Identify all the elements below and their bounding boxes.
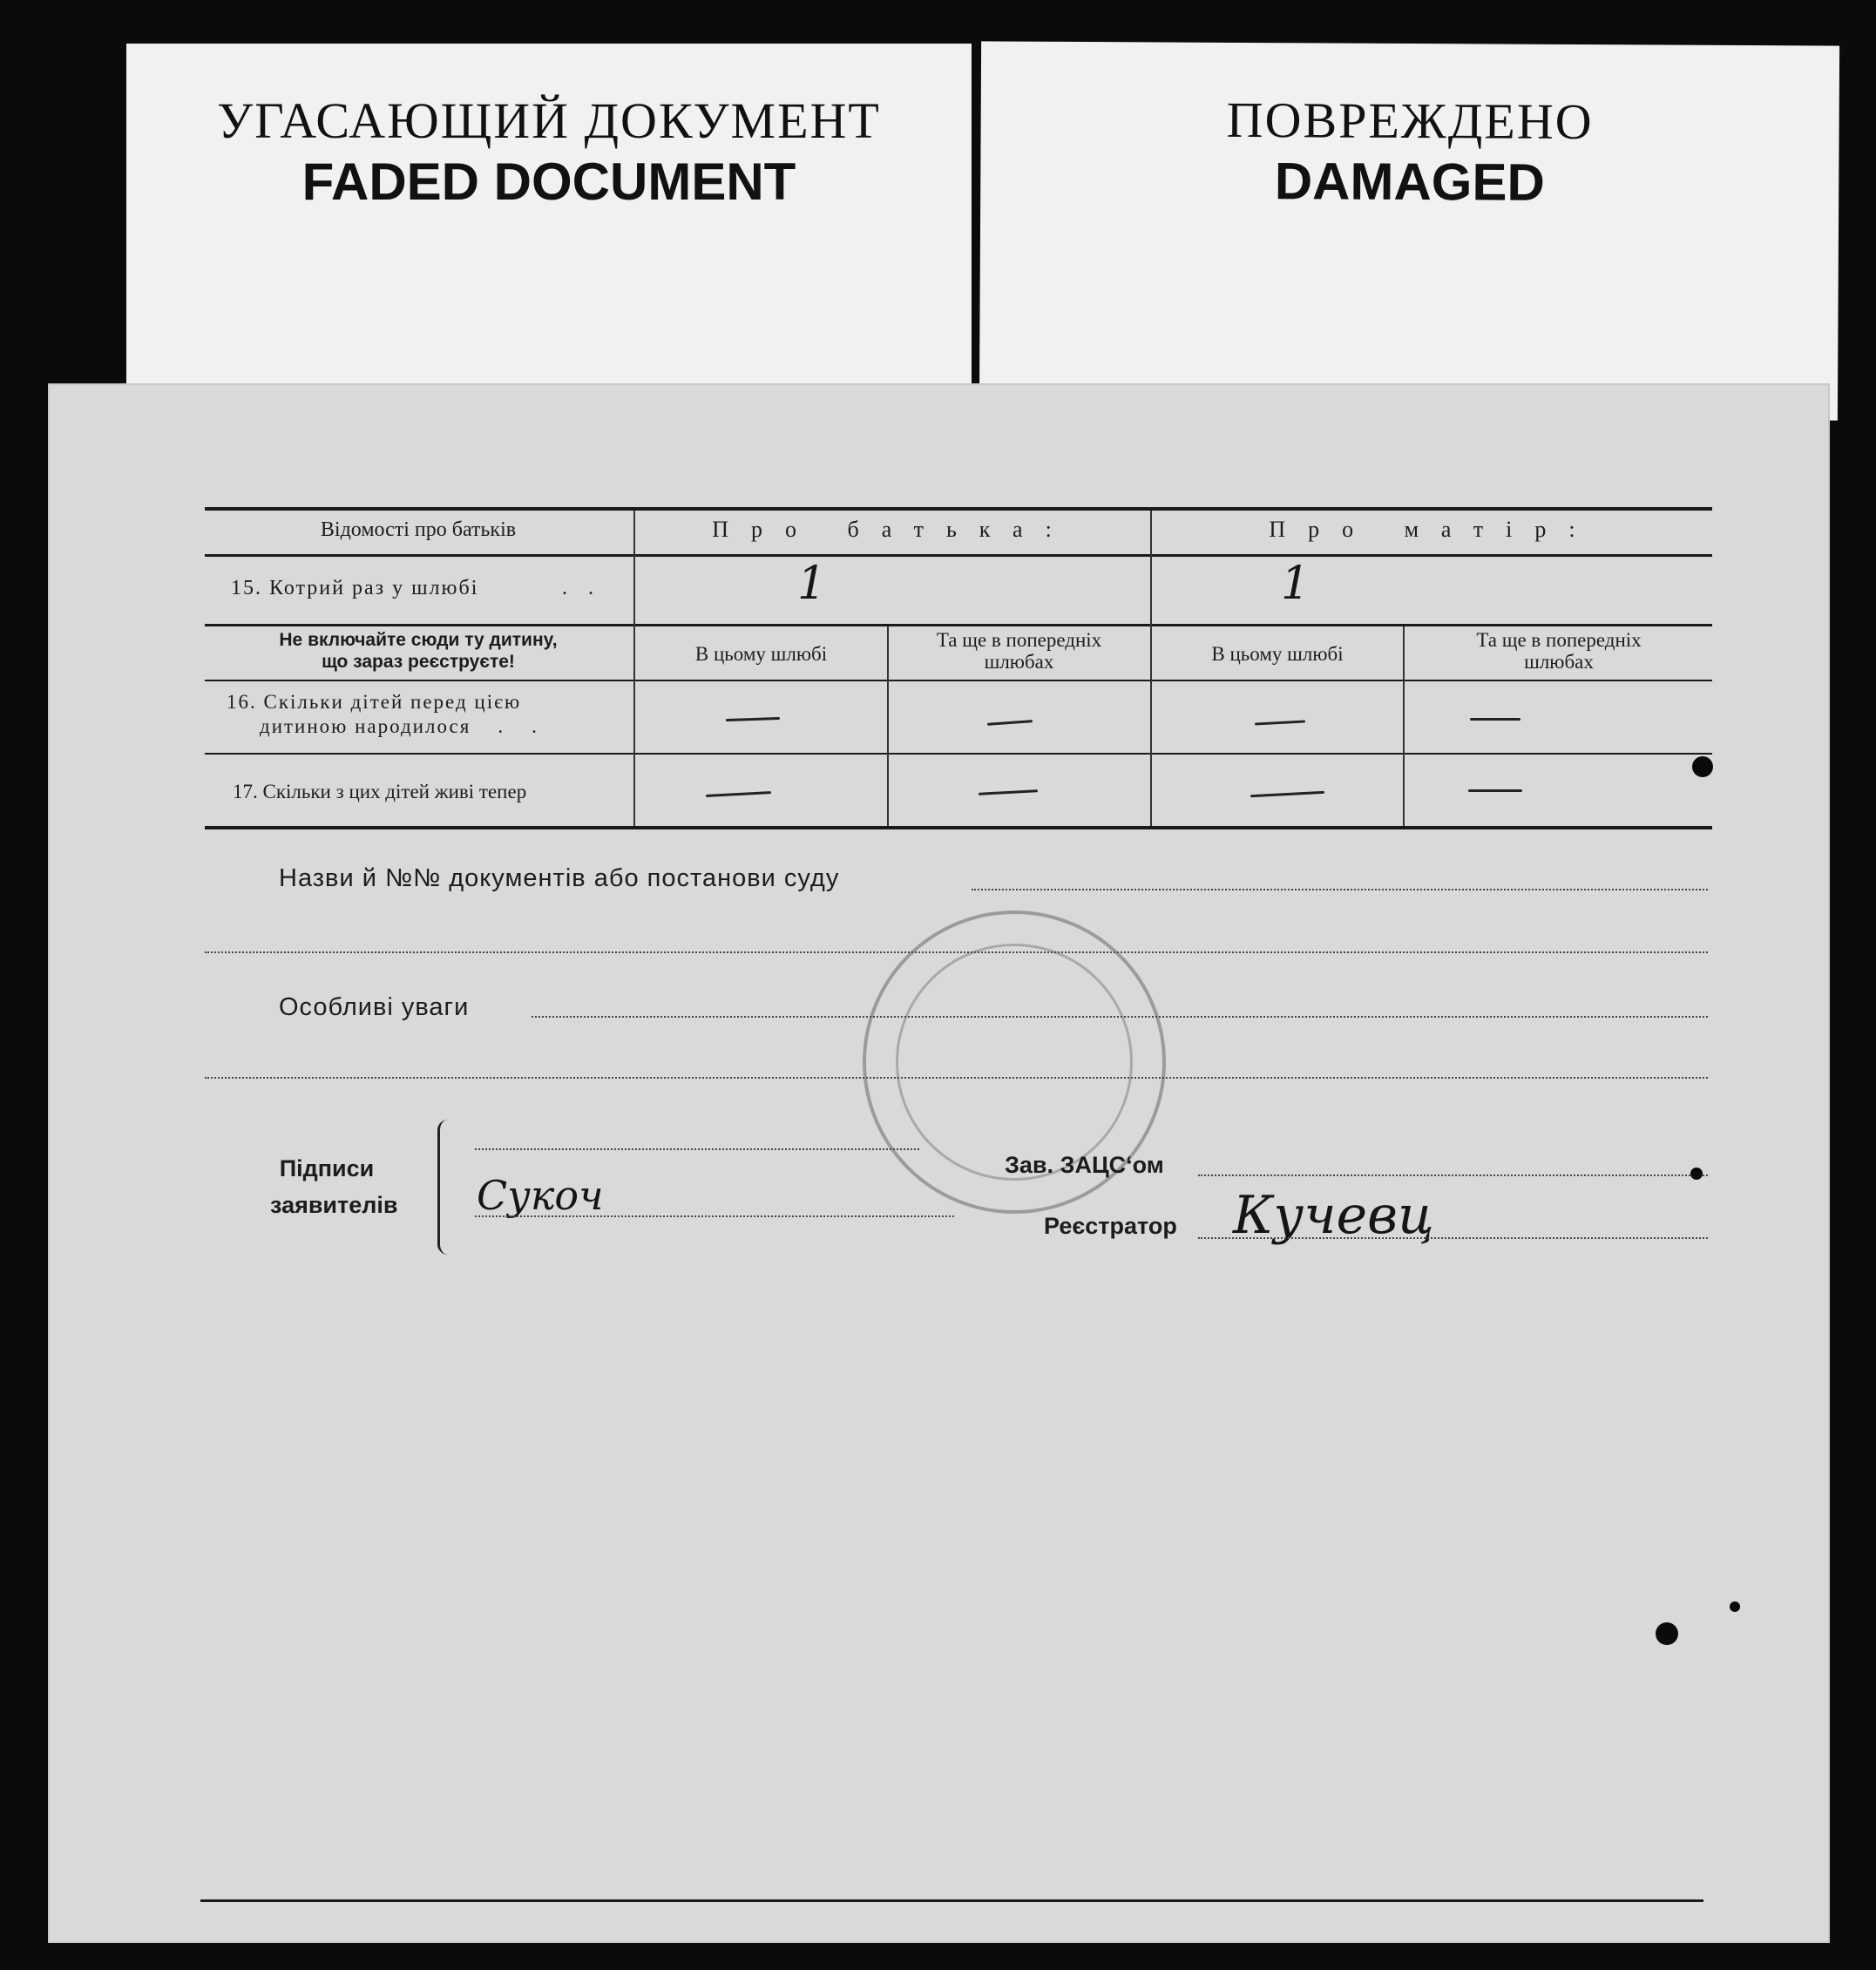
row15-label-dots: . .: [562, 577, 593, 599]
table-col-divider-2: [887, 626, 889, 826]
sheet-bottom-rule: [200, 1899, 1703, 1902]
row16-mother-this-dash: [1255, 720, 1305, 725]
head-zags-label: Зав. ЗАЦС‘ом: [1005, 1152, 1164, 1178]
row16-mother-prev-dash: [1470, 718, 1520, 721]
punch-hole: [1656, 1622, 1678, 1645]
subheader-father-previous-line-1: Та ще в попередніх: [936, 629, 1102, 651]
row16-label-line-2: дитиною народилося . .: [260, 715, 538, 737]
registrar-line: [1198, 1237, 1708, 1239]
row15-father-value: 1: [797, 558, 827, 610]
header-mother: Про матір:: [1269, 517, 1598, 542]
applicant-signature-line-1: [475, 1148, 919, 1150]
table-header-rule: [205, 554, 1712, 557]
damaged-document-card: [979, 41, 1839, 420]
table-col-divider-3: [1150, 511, 1152, 826]
subheader-father-previous-line-2: шлюбах: [984, 651, 1054, 673]
damaged-label-ru: ПОВРЕЖДЕНО: [1226, 91, 1594, 151]
row15-mother-value: 1: [1281, 558, 1310, 610]
documents-label: Назви й №№ документів або постанови суду: [279, 864, 840, 892]
signatures-label-line-2: заявителів: [270, 1192, 398, 1218]
table-row15-rule: [205, 624, 1712, 626]
row17-father-this-dash: [706, 791, 771, 797]
subheader-mother-previous-line-1: Та ще в попередніх: [1476, 629, 1642, 651]
subheader-father-previous: [891, 629, 1148, 673]
note-exclude-child: [205, 629, 632, 673]
signatures-brace: [437, 1120, 457, 1255]
damaged-label-en: DAMAGED: [1274, 152, 1545, 212]
note-line-2: що зараз реєструєте!: [322, 652, 515, 672]
faded-document-card: [126, 44, 972, 410]
table-col-divider-4: [1403, 626, 1405, 826]
row16-father-prev-dash: [987, 720, 1033, 726]
registrar-signature: Кучевц: [1233, 1185, 1434, 1246]
row17-father-prev-dash: [979, 789, 1038, 795]
subheader-mother-previous: [1406, 629, 1711, 673]
faded-label-en: FADED DOCUMENT: [301, 152, 796, 211]
row16-label: [227, 690, 538, 739]
table-subheader-rule: [205, 680, 1712, 681]
signatures-label-line-1: Підписи: [279, 1155, 375, 1181]
subheader-mother-previous-line-2: шлюбах: [1524, 651, 1594, 673]
faded-label-ru: УГАСАЮЩИЙ ДОКУМЕНТ: [217, 92, 881, 149]
row17-label: 17. Скільки з цих дітей живі тепер: [233, 781, 527, 802]
form-sheet: [48, 383, 1830, 1943]
table-col-divider-1: [633, 511, 635, 826]
registrar-label: Реєстратор: [1044, 1213, 1177, 1239]
row15-label: 15. Котрий раз у шлюбі: [231, 577, 479, 599]
head-zags-line: [1198, 1175, 1708, 1176]
table-row16-rule: [205, 753, 1712, 755]
applicant-signature-line-2: [475, 1215, 954, 1217]
subheader-father-this-marriage: В цьому шлюбі: [694, 643, 828, 665]
subheader-mother-this-marriage: В цьому шлюбі: [1211, 643, 1344, 665]
signatures-label: [270, 1150, 398, 1223]
punch-hole: [1692, 756, 1713, 777]
documents-line-1: [972, 889, 1708, 890]
header-parents-info: Відомості про батьків: [320, 518, 517, 541]
row16-father-this-dash: [726, 717, 780, 721]
row16-label-line-1: 16. Скільки дітей перед цією: [227, 691, 522, 713]
punch-hole: [1690, 1168, 1703, 1180]
row17-mother-prev-dash: [1468, 789, 1522, 792]
note-line-1: Не включайте сюди ту дитину,: [279, 630, 558, 650]
header-father: Про батька:: [712, 517, 1074, 542]
remarks-label: Особливі уваги: [279, 993, 470, 1021]
punch-hole: [1730, 1601, 1740, 1612]
row17-mother-this-dash: [1250, 791, 1324, 797]
applicant-signature: Сукоч: [477, 1172, 604, 1219]
table-bottom-rule: [205, 826, 1712, 829]
table-top-rule: [205, 507, 1712, 511]
row16-label-line-2-text: дитиною народилося: [260, 715, 471, 737]
